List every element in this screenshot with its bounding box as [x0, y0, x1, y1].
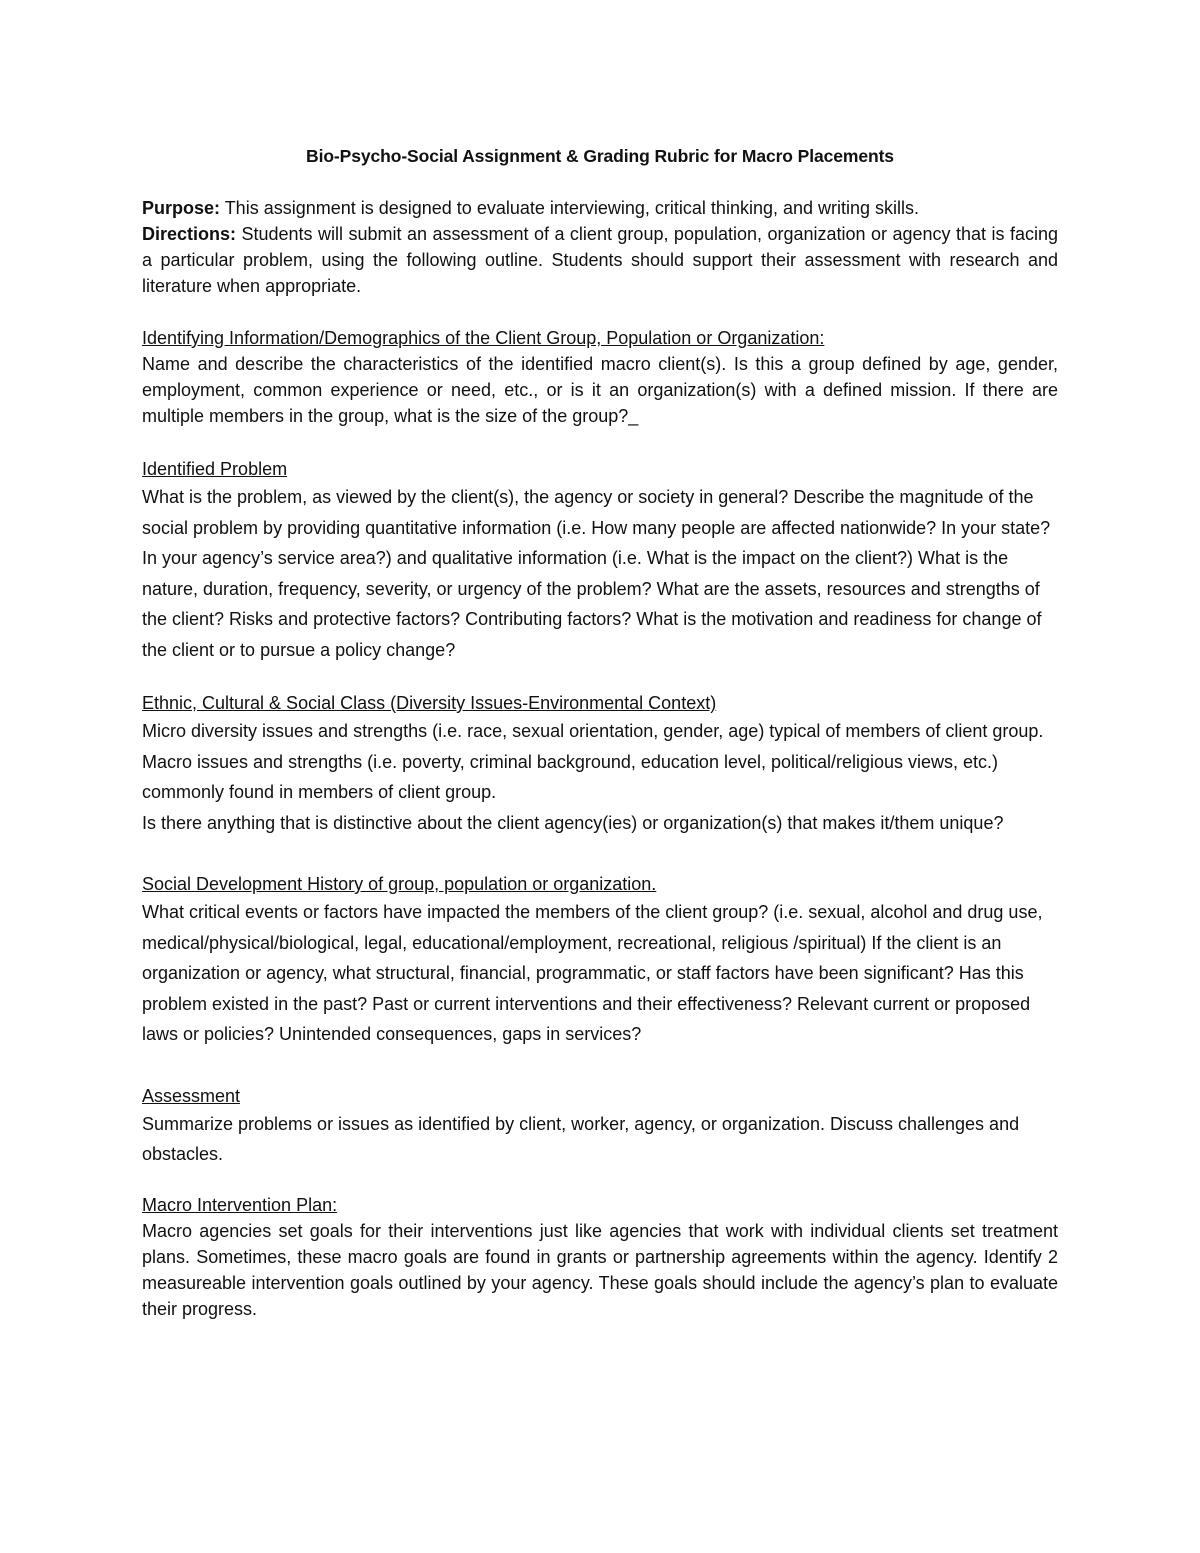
section-text: Name and describe the characteristics of the identified macro client(s). Is this a group defined by age, gender, employment, common experience or need, etc., or is it an organization(s) with a defined mission. If there are multiple members in the group, what is the size of the group?_ — [142, 354, 1058, 426]
section-text: Macro agencies set goals for their interventions just like agencies that work with individual clients set treatment plans. Sometimes, these macro goals are found in grants or partnership agreements within the agency. Identify 2 measureable intervention goals outlined by your agency. These goals should include the agency’s plan to evaluate their progress. — [142, 1220, 1058, 1319]
section-heading: Ethnic, Cultural & Social Class (Diversity Issues-Environmental Context) — [142, 693, 717, 713]
directions-paragraph — [142, 221, 1058, 299]
section-heading: Identified Problem — [142, 459, 288, 479]
section-assessment — [142, 1083, 1058, 1170]
section-macro-intervention-plan — [142, 1192, 1058, 1322]
section-text: Summarize problems or issues as identified by client, worker, agency, or organization. Discuss challenges and obstacles. — [142, 1113, 1020, 1164]
directions-label: Directions: — [142, 224, 237, 244]
directions-text: Students will submit an assessment of a client group, population, organization or agency that is facing a particular problem, using the following outline. Students should support their assessment with research and literature when appropriate. — [142, 224, 1058, 296]
section-identifying-information — [142, 325, 1058, 429]
section-identified-problem — [142, 456, 1058, 665]
document-title: Bio-Psycho-Social Assignment & Grading Rubric for Macro Placements — [306, 146, 894, 166]
section-heading: Social Development History of group, population or organization. — [142, 874, 657, 894]
section-text: Is there anything that is distinctive about the client agency(ies) or organization(s) that makes it/them unique? — [142, 812, 1004, 833]
section-ethnic-cultural-social-class — [142, 690, 1058, 838]
document-body — [142, 144, 1058, 1322]
section-heading: Assessment — [142, 1085, 241, 1106]
purpose-paragraph — [142, 195, 1058, 221]
purpose-label: Purpose: — [142, 198, 221, 218]
section-text: What critical events or factors have impacted the members of the client group? (i.e. sexual, alcohol and drug use, medical/physical/biological, legal, educational/employment, recreational, religious /spiritual) If the client is an organization or agency, what structural, financial, programmatic, or staff factors have been significant? Has this problem existed in the past? Past or current interventions and their effectiveness? Relevant current or proposed laws or policies? Unintended consequences, gaps in services? — [142, 902, 1043, 1044]
section-text: Micro diversity issues and strengths (i.e. race, sexual orientation, gender, age) typical of members of client group. Macro issues and strengths (i.e. poverty, criminal background, education level, political/religious views, etc.) commonly found in members of client group. — [142, 721, 1044, 802]
section-social-development-history — [142, 871, 1058, 1050]
section-heading: Macro Intervention Plan: — [142, 1194, 338, 1215]
section-text: What is the problem, as viewed by the client(s), the agency or society in general? Describe the magnitude of the social problem by providing quantitative information (i.e. How many people are affected nationwide? In your state? In your agency’s service area?) and qualitative information (i.e. What is the impact on the client?) What is the nature, duration, frequency, severity, or urgency of the problem? What are the assets, resources and strengths of the client? Risks and protective factors? Contributing factors? What is the motivation and readiness for change of the client or to pursue a policy change? — [142, 487, 1051, 660]
purpose-text: This assignment is designed to evaluate interviewing, critical thinking, and writing skills. — [220, 198, 920, 218]
section-heading: Identifying Information/Demographics of the Client Group, Population or Organization: — [142, 328, 825, 348]
